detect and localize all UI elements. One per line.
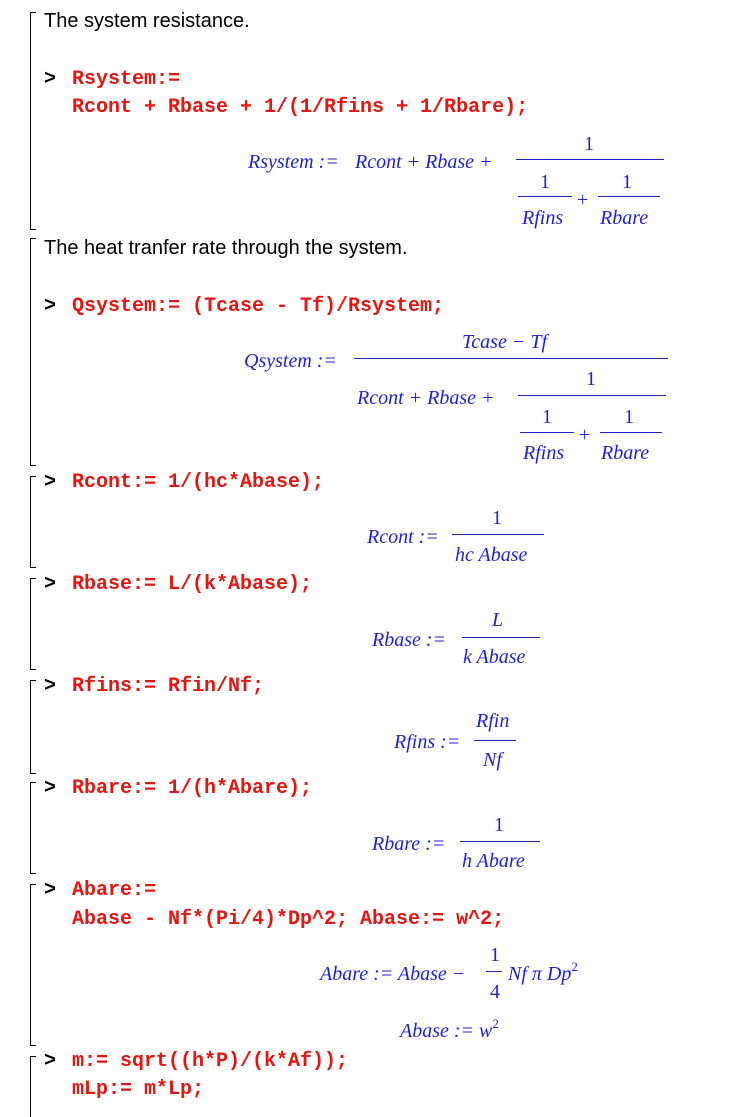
fraction-denominator: Nf <box>483 749 502 771</box>
fraction-bar <box>354 358 668 359</box>
fraction-bar <box>452 534 544 535</box>
command-line[interactable]: Rcont:= 1/(hc*Abase); <box>72 471 325 494</box>
input-prompt: > <box>44 777 57 800</box>
fraction-denominator: 4 <box>490 981 500 1003</box>
output-lhs: Qsystem := <box>244 350 337 372</box>
fraction-bar <box>520 432 574 433</box>
group-bracket-6 <box>30 782 36 874</box>
fraction-denominator: Rbare <box>601 442 650 464</box>
fraction-bar <box>462 637 540 638</box>
command-line[interactable]: Rbare:= 1/(h*Abare); <box>72 777 313 800</box>
input-prompt: > <box>44 471 57 494</box>
command-line[interactable]: Abare:= <box>72 879 157 902</box>
output-sum: Rcont + Rbase + <box>355 151 493 173</box>
group-bracket-4 <box>30 578 36 670</box>
exponent: 2 <box>492 1016 499 1031</box>
output-lhs: Rcont := <box>367 526 439 548</box>
fraction-denominator: hc Abase <box>455 544 528 566</box>
fraction-denominator: Rfins <box>523 442 565 464</box>
input-prompt: > <box>44 573 57 596</box>
fraction-bar <box>518 395 666 396</box>
group-bracket-8 <box>30 1056 36 1117</box>
fraction-bar <box>518 196 572 197</box>
fraction-numerator: 1 <box>622 171 632 193</box>
output-lhs: Rbase := <box>372 629 447 651</box>
group-bracket-5 <box>30 680 36 774</box>
fraction-numerator: 1 <box>492 507 502 529</box>
group-bracket-2 <box>30 238 36 466</box>
output-rest-text: Nf π Dp <box>508 963 572 985</box>
fraction-numerator: Rfin <box>476 710 510 732</box>
plus-sign: + <box>577 189 589 211</box>
input-prompt: > <box>44 68 57 91</box>
output-lhs: Rsystem := <box>248 151 339 173</box>
output-rest <box>508 959 578 986</box>
input-prompt: > <box>44 295 57 318</box>
section-text-1: The system resistance. <box>44 10 250 32</box>
group-bracket-1 <box>30 12 36 230</box>
command-line[interactable]: mLp:= m*Lp; <box>72 1078 205 1101</box>
command-line[interactable]: Qsystem:= (Tcase - Tf)/Rsystem; <box>72 295 445 318</box>
exponent: 2 <box>571 959 578 974</box>
group-bracket-7 <box>30 884 36 1046</box>
fraction-numerator: 1 <box>490 944 500 966</box>
fraction-numerator: 1 <box>586 368 596 390</box>
input-prompt: > <box>44 879 57 902</box>
fraction-numerator: 1 <box>624 406 634 428</box>
fraction-bar <box>474 740 516 741</box>
output-lhs-2-text: Abase := w <box>400 1020 493 1042</box>
fraction-bar <box>598 196 660 197</box>
fraction-numerator: Tcase − Tf <box>462 331 547 353</box>
command-line[interactable]: Rcont + Rbase + 1/(1/Rfins + 1/Rbare); <box>72 96 529 119</box>
fraction-numerator: 1 <box>584 133 594 155</box>
output-lhs: Rbare := <box>372 833 446 855</box>
fraction-numerator: 1 <box>540 171 550 193</box>
output-sum: Rcont + Rbase + <box>357 387 495 409</box>
fraction-denominator: h Abare <box>462 850 525 872</box>
command-line[interactable]: m:= sqrt((h*P)/(k*Af)); <box>72 1050 349 1073</box>
fraction-denominator: Rfins <box>522 207 564 229</box>
fraction-denominator: k Abase <box>463 646 526 668</box>
group-bracket-3 <box>30 476 36 568</box>
command-line[interactable]: Rbase:= L/(k*Abase); <box>72 573 313 596</box>
input-prompt: > <box>44 675 57 698</box>
command-line[interactable]: Rfins:= Rfin/Nf; <box>72 675 265 698</box>
plus-sign: + <box>579 424 591 446</box>
fraction-bar <box>516 159 664 160</box>
output-lhs: Abare := Abase − <box>320 963 466 985</box>
output-lhs: Rfins := <box>394 731 461 753</box>
command-line[interactable]: Abase - Nf*(Pi/4)*Dp^2; Abase:= w^2; <box>72 908 505 931</box>
fraction-bar <box>486 971 502 972</box>
fraction-bar <box>600 432 662 433</box>
fraction-bar <box>460 841 540 842</box>
section-text-2: The heat tranfer rate through the system. <box>44 237 408 259</box>
output-lhs-2 <box>400 1016 499 1043</box>
fraction-numerator: 1 <box>494 814 504 836</box>
fraction-denominator: Rbare <box>600 207 649 229</box>
input-prompt: > <box>44 1050 57 1073</box>
command-line[interactable]: Rsystem:= <box>72 68 181 91</box>
fraction-numerator: L <box>492 609 504 631</box>
fraction-numerator: 1 <box>542 406 552 428</box>
